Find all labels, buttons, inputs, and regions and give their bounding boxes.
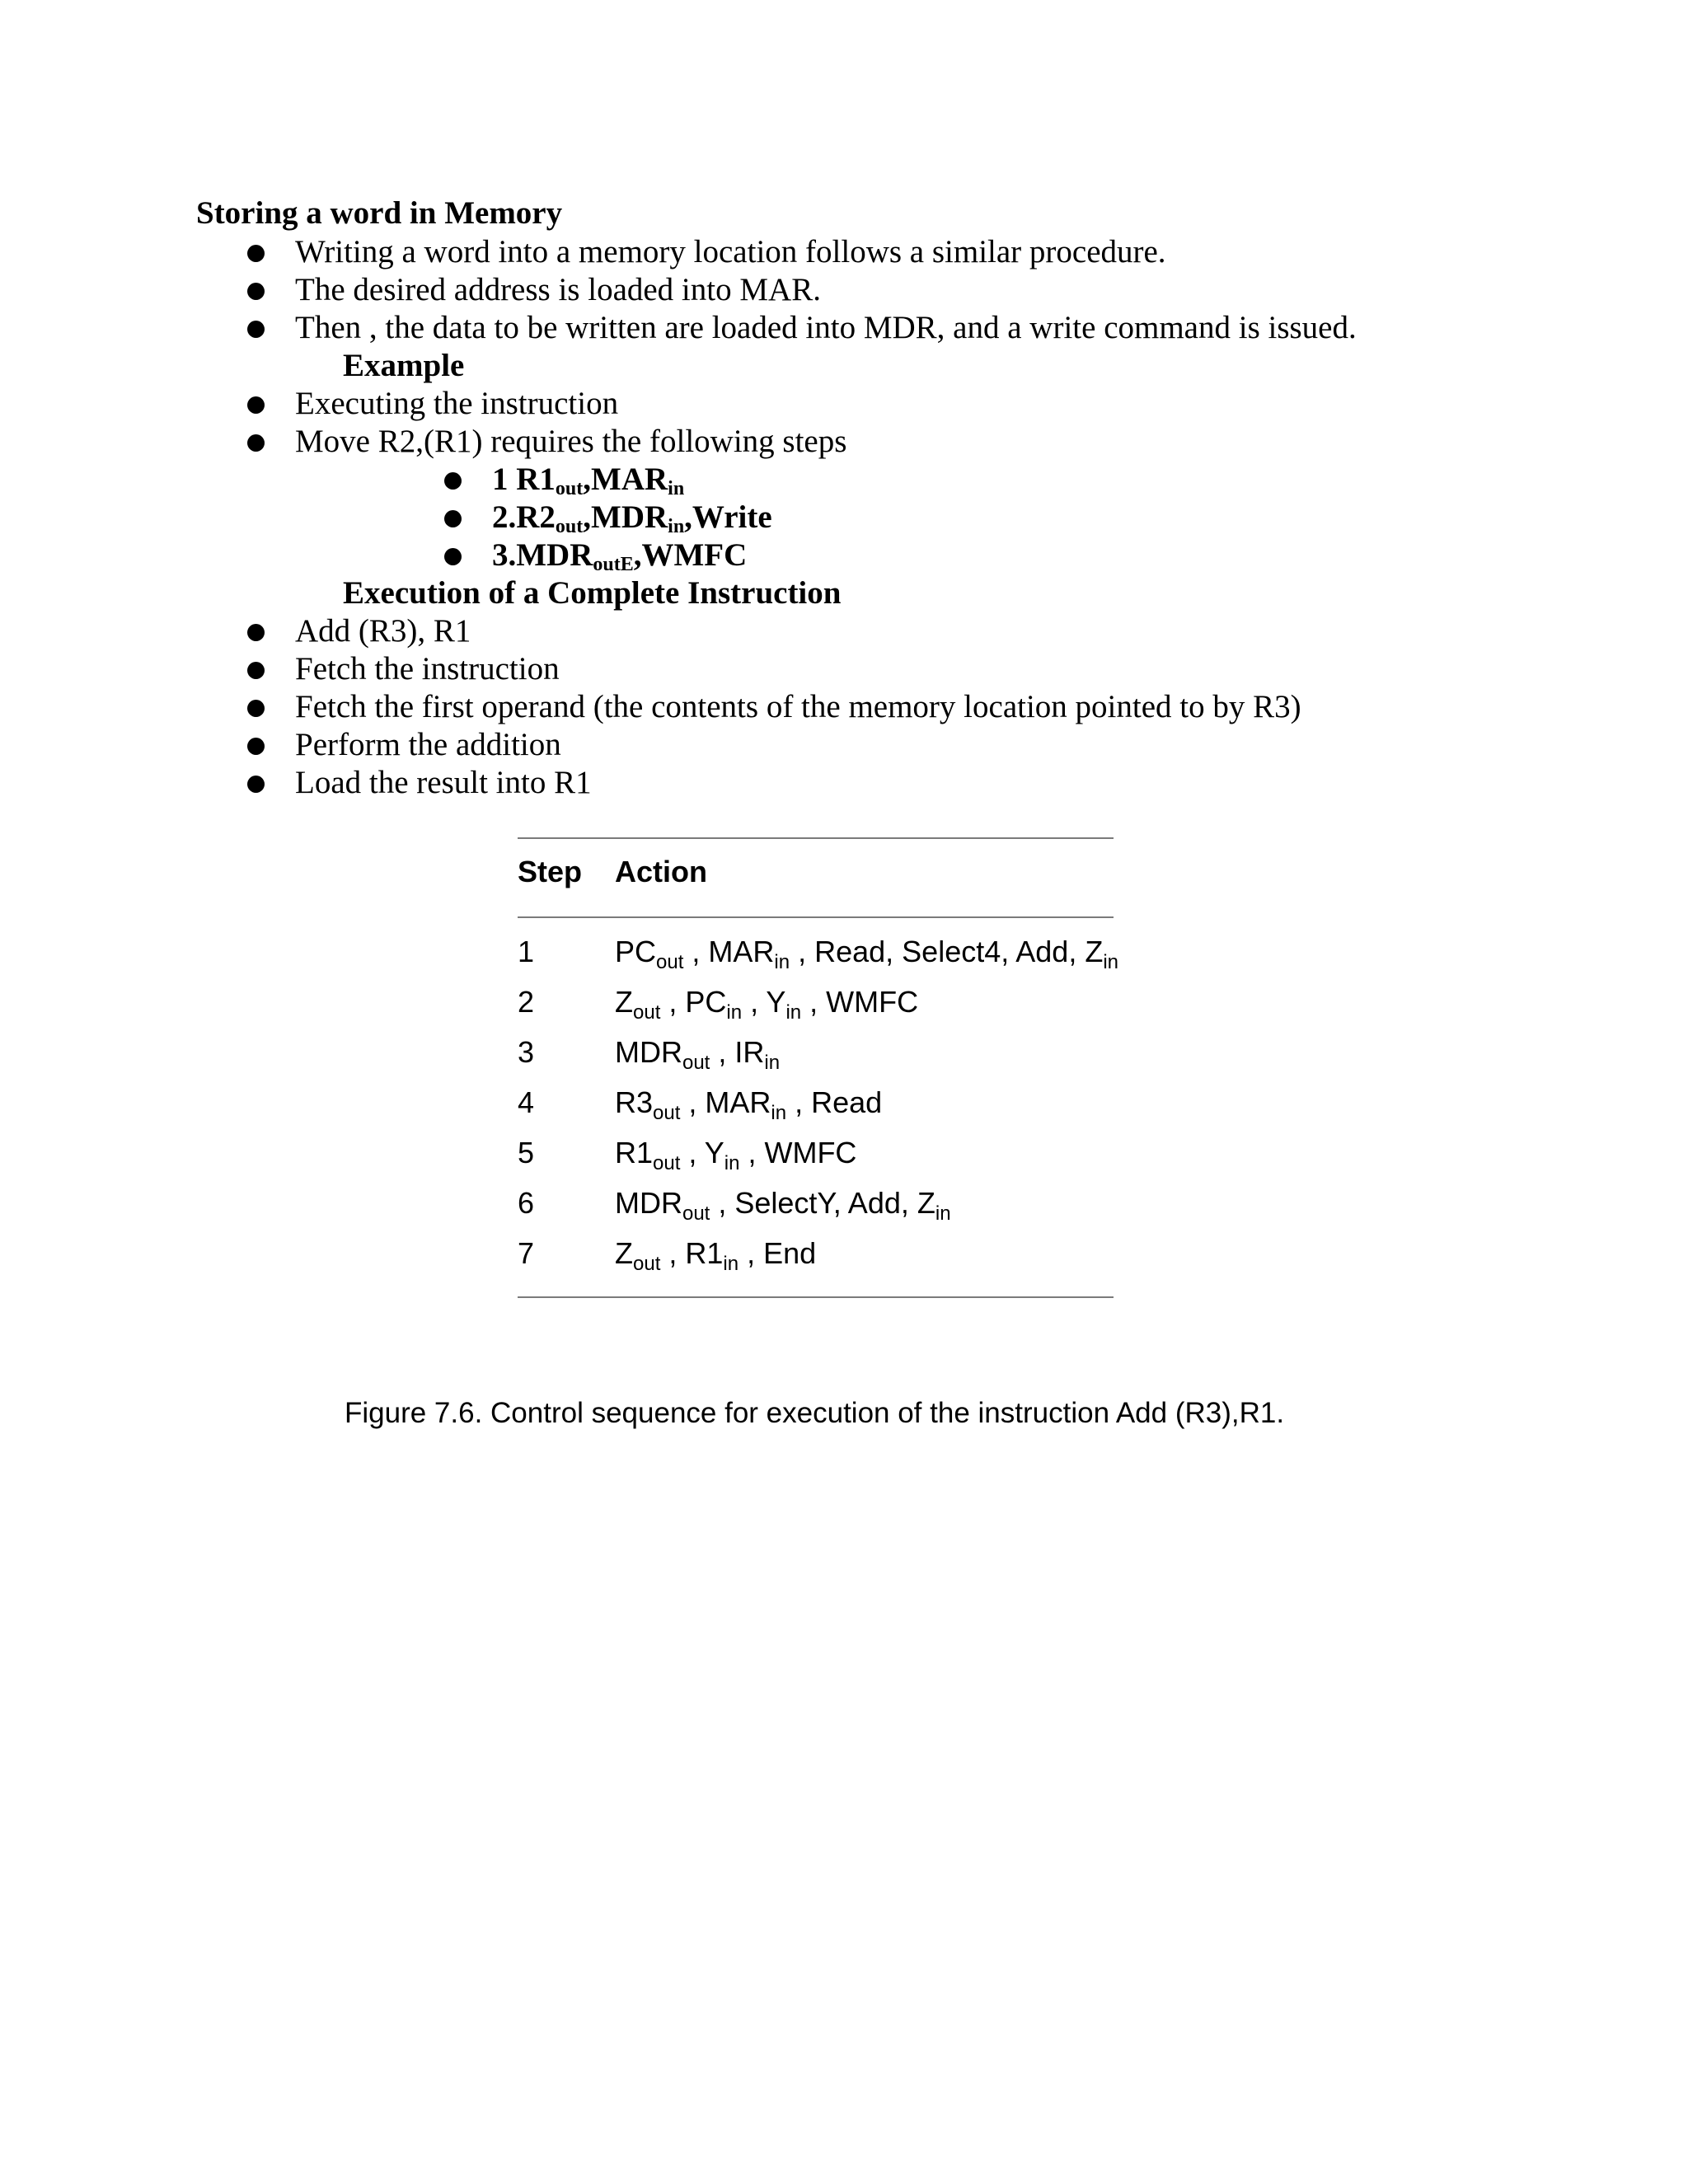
table-cell-step: 1	[518, 935, 535, 968]
bullet-icon	[444, 510, 462, 527]
action-text: , Y	[742, 985, 786, 1019]
step-text: ,MDR	[583, 499, 668, 535]
table-cell-action	[615, 935, 1118, 980]
table-header-rule	[518, 916, 1114, 918]
step-subscript: in	[668, 478, 685, 499]
action-text: , IR	[710, 1035, 765, 1069]
table-cell-action	[615, 1035, 780, 1080]
action-subscript: out	[633, 1253, 661, 1275]
action-text: , MAR	[683, 935, 775, 968]
action-subscript: in	[785, 1001, 802, 1024]
table-cell-step: 2	[518, 985, 535, 1019]
step-text: ,MAR	[583, 462, 668, 497]
bullet-icon	[444, 472, 462, 490]
action-subscript: out	[633, 1001, 661, 1024]
execution-title: Execution of a Complete Instruction	[343, 575, 842, 611]
step-subscript: out	[555, 478, 584, 499]
action-subscript: in	[764, 1052, 781, 1074]
table-cell-action	[615, 1136, 856, 1181]
example-title: Example	[343, 348, 465, 383]
step-text: ,Write	[684, 499, 772, 535]
action-text: , Read	[786, 1085, 883, 1119]
step-subscript: in	[668, 516, 685, 537]
action-text: , End	[738, 1236, 817, 1270]
action-text: MDR	[615, 1186, 682, 1220]
action-text: Z	[615, 985, 633, 1019]
table-top-rule	[518, 837, 1114, 839]
action-text: MDR	[615, 1035, 682, 1069]
action-subscript: out	[656, 951, 684, 973]
step-subscript: outE	[593, 554, 634, 575]
table-cell-step: 4	[518, 1085, 535, 1119]
action-subscript: out	[682, 1052, 710, 1074]
action-subscript: in	[726, 1001, 743, 1024]
table-cell-step: 7	[518, 1236, 535, 1270]
table-cell-step: 6	[518, 1186, 535, 1220]
action-subscript: in	[723, 1253, 739, 1275]
bullet-icon	[247, 776, 265, 793]
section-heading: Storing a word in Memory	[196, 195, 563, 231]
bullet-text: Fetch the instruction	[295, 651, 560, 687]
table-cell-action	[615, 1236, 816, 1282]
bullet-text: Fetch the first operand (the contents of the memory location pointed to by R3)	[295, 689, 1301, 724]
bullet-text: Load the result into R1	[295, 765, 592, 800]
action-text: , PC	[660, 985, 727, 1019]
step-text: 1 R1	[492, 462, 556, 497]
table-cell-action	[615, 985, 918, 1030]
action-subscript: in	[935, 1202, 951, 1225]
step-text: 3.MDR	[492, 537, 593, 573]
table-header-action: Action	[615, 855, 707, 888]
action-subscript: in	[774, 951, 790, 973]
action-text: , Y	[680, 1136, 724, 1169]
action-subscript: in	[1103, 951, 1118, 973]
bullet-icon	[247, 662, 265, 679]
action-subscript: out	[653, 1102, 681, 1124]
table-cell-action	[615, 1186, 951, 1231]
bullet-text: Move R2,(R1) requires the following steps	[295, 424, 847, 459]
action-text: R3	[615, 1085, 654, 1119]
table-cell-step: 5	[518, 1136, 535, 1169]
bullet-text: Then , the data to be written are loaded into MDR, and a write command is issued.	[295, 310, 1357, 345]
bullet-icon	[444, 548, 462, 565]
action-subscript: in	[724, 1152, 740, 1174]
bullet-icon	[247, 283, 265, 300]
action-text: Z	[615, 1236, 633, 1270]
action-text: , WMFC	[739, 1136, 857, 1169]
bullet-icon	[247, 700, 265, 717]
step-text: ,WMFC	[633, 537, 748, 573]
figure-caption: Figure 7.6. Control sequence for execution of the instruction Add (R3),R1.	[345, 1397, 1285, 1429]
action-text: , Read, Select4, Add, Z	[790, 935, 1104, 968]
bullet-text: Executing the instruction	[295, 386, 619, 421]
action-subscript: in	[771, 1102, 787, 1124]
bullet-icon	[247, 738, 265, 755]
bullet-text: Add (R3), R1	[295, 613, 471, 649]
action-text: , MAR	[680, 1085, 771, 1119]
action-subscript: out	[682, 1202, 710, 1225]
table-cell-action	[615, 1085, 882, 1131]
action-subscript: out	[653, 1152, 681, 1174]
action-text: , SelectY, Add, Z	[710, 1186, 935, 1220]
action-text: PC	[615, 935, 657, 968]
bullet-icon	[247, 245, 265, 262]
step-subscript: out	[555, 516, 584, 537]
table-cell-step: 3	[518, 1035, 535, 1069]
bullet-icon	[247, 396, 265, 414]
action-text: , WMFC	[801, 985, 919, 1019]
bullet-icon	[247, 321, 265, 338]
bullet-text: Writing a word into a memory location follows a similar procedure.	[295, 234, 1166, 269]
action-text: R1	[615, 1136, 654, 1169]
bullet-text: Perform the addition	[295, 727, 561, 762]
table-header-step: Step	[518, 855, 583, 888]
table-bottom-rule	[518, 1296, 1114, 1298]
bullet-text: The desired address is loaded into MAR.	[295, 272, 821, 307]
step-text: 2.R2	[492, 499, 556, 535]
action-text: , R1	[660, 1236, 724, 1270]
bullet-icon	[247, 624, 265, 641]
bullet-icon	[247, 434, 265, 452]
